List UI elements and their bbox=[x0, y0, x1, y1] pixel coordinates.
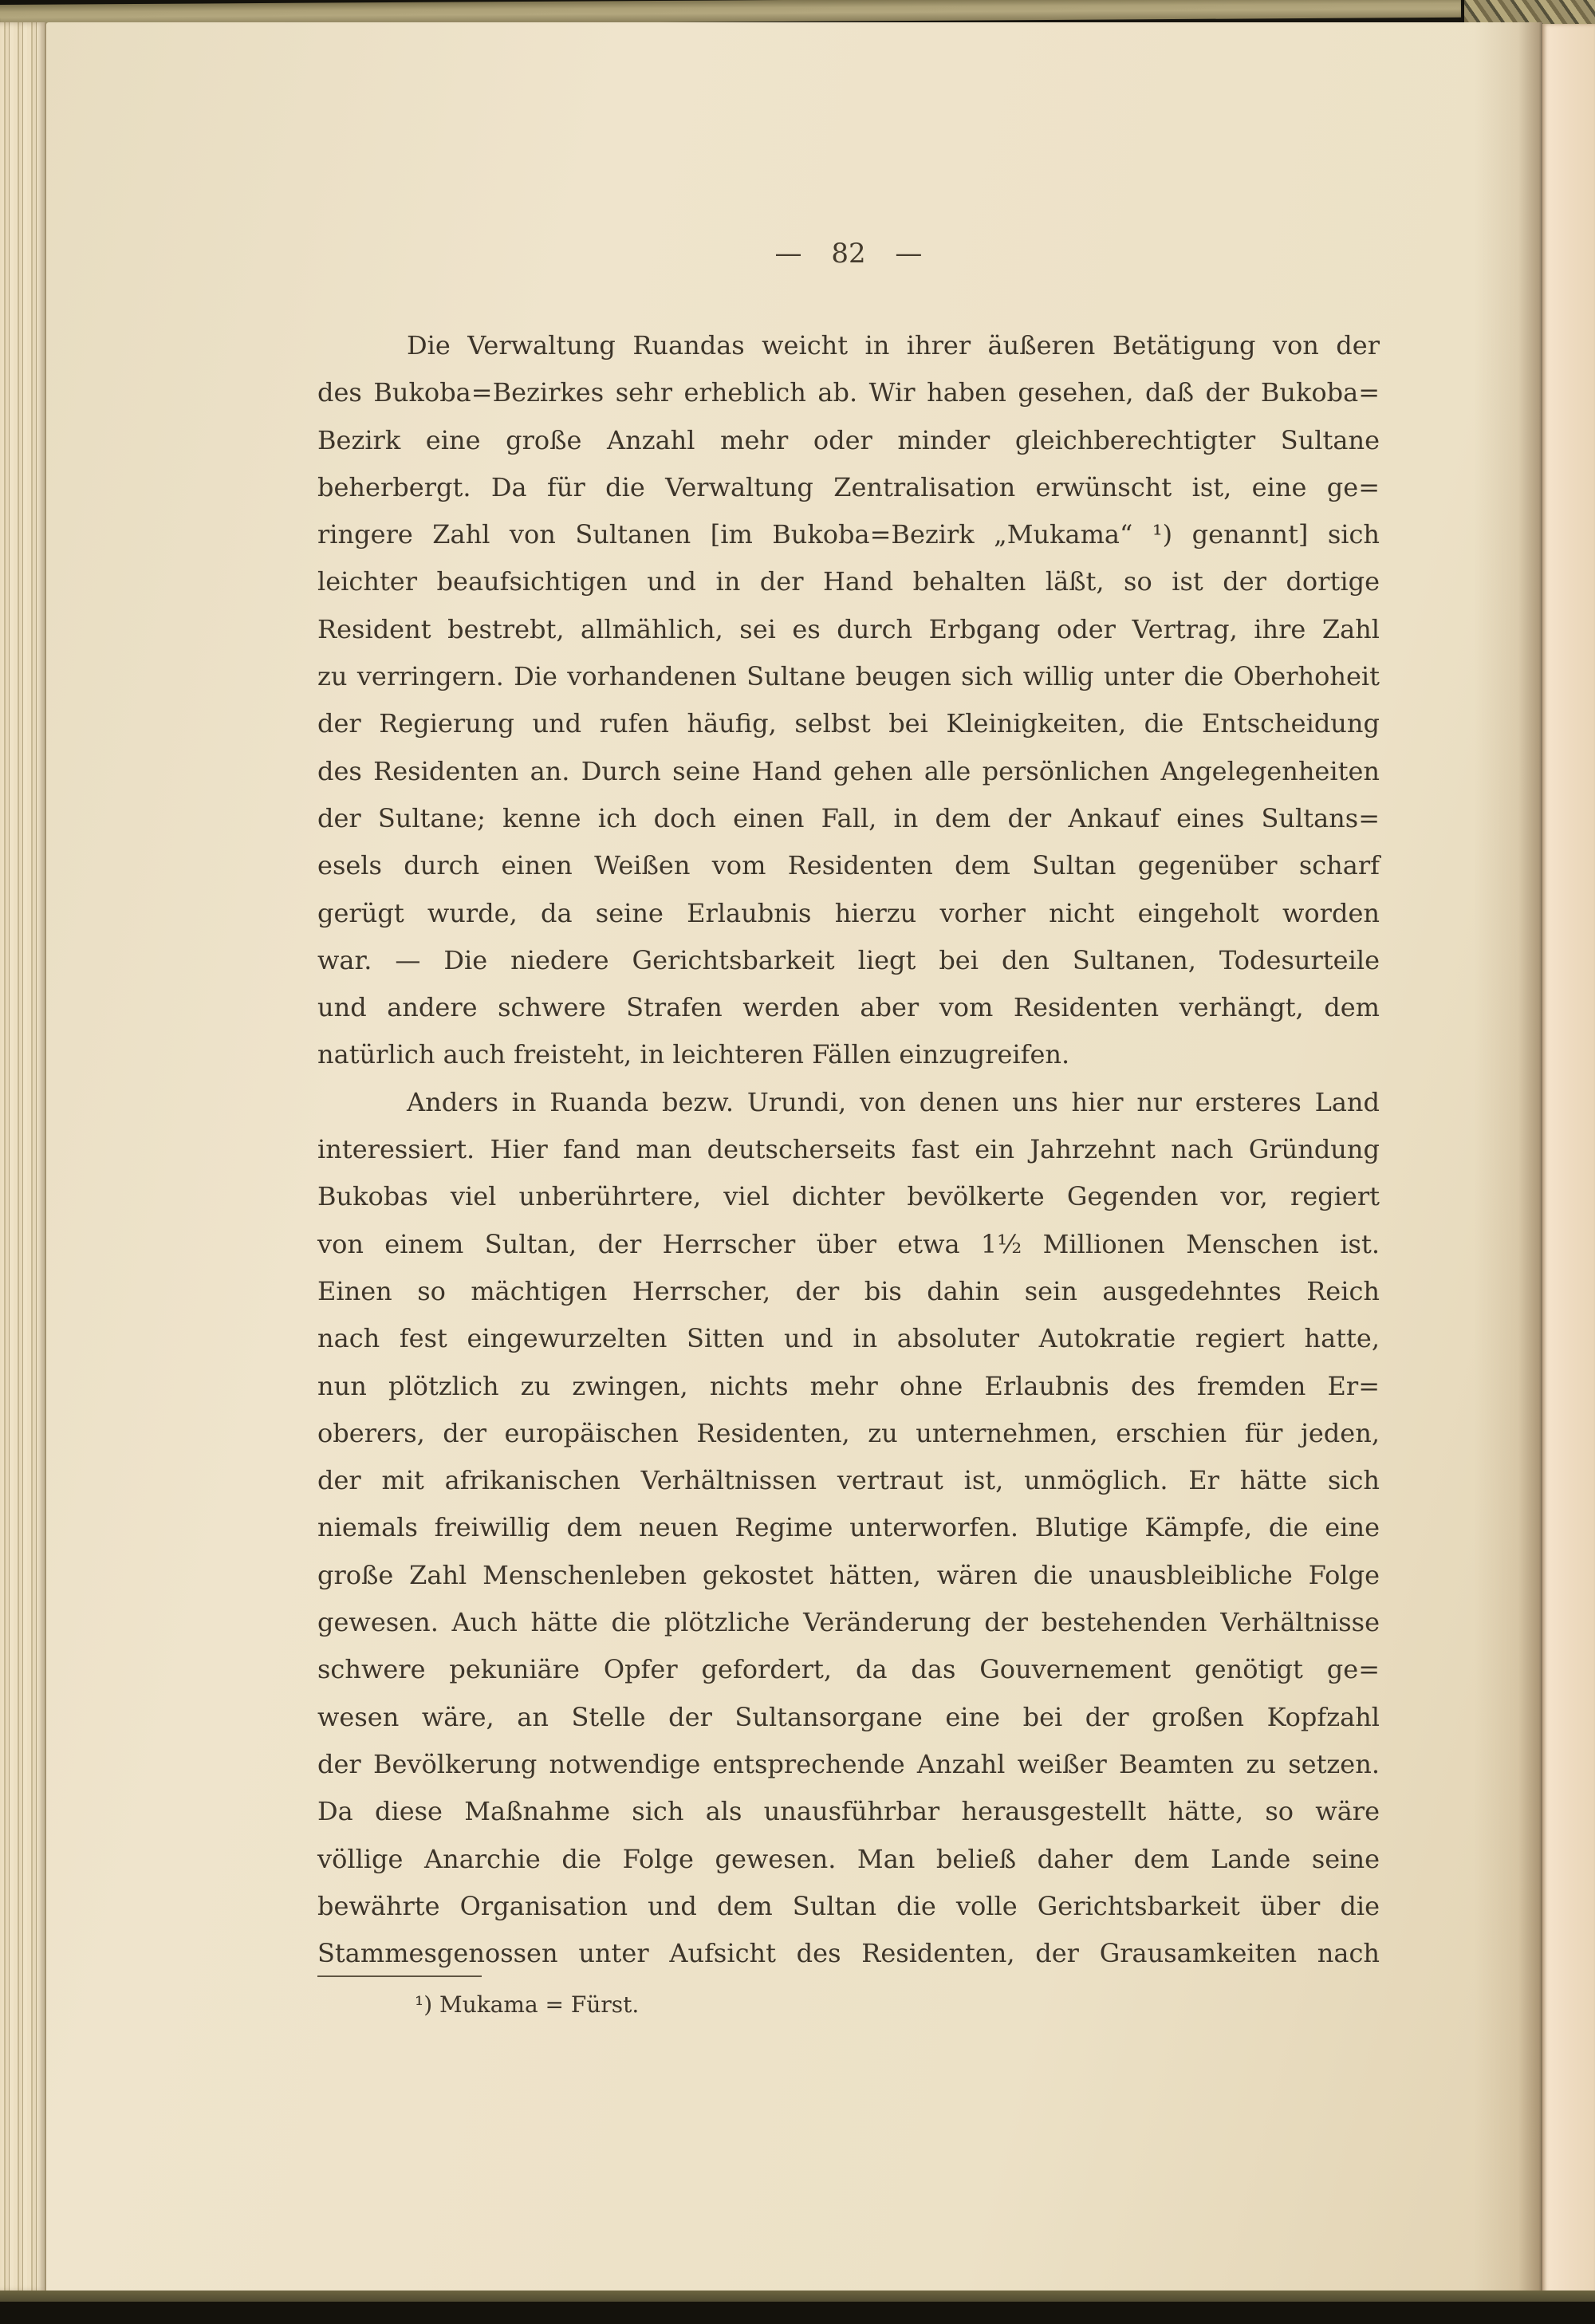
text-line: oberers, der europäischen Residenten, zu unternehmen, erschien für jeden, bbox=[317, 1417, 1380, 1448]
text-line: nun plötzlich zu zwingen, nichts mehr ohne Erlaubnis des fremden Er= bbox=[317, 1370, 1380, 1401]
text-line: gewesen. Auch hätte die plötzliche Veränderung der bestehenden Verhältnisse bbox=[317, 1607, 1380, 1638]
text-line: beherbergt. Da für die Verwaltung Zentralisation erwünscht ist, eine ge= bbox=[317, 471, 1380, 502]
body-text bbox=[317, 322, 1380, 1977]
text-line: Da diese Maßnahme sich als unausführbar herausgestellt hätte, so wäre bbox=[317, 1796, 1380, 1827]
text-line: der mit afrikanischen Verhältnissen vertraut ist, unmöglich. Er hätte sich bbox=[317, 1465, 1380, 1496]
text-line: war. — Die niedere Gerichtsbarkeit liegt bei den Sultanen, Todesurteile bbox=[317, 944, 1380, 975]
text-line: der Sultane; kenne ich doch einen Fall, in dem der Ankauf eines Sultans= bbox=[317, 802, 1380, 833]
text-line: von einem Sultan, der Herrscher über etwa 1½ Millionen Menschen ist. bbox=[317, 1228, 1380, 1259]
paragraph bbox=[317, 1079, 1380, 1978]
text-line: zu verringern. Die vorhandenen Sultane beugen sich willig unter die Oberhoheit bbox=[317, 661, 1380, 692]
text-line: Stammesgenossen unter Aufsicht des Residenten, der Grausamkeiten nach bbox=[317, 1938, 1380, 1969]
text-line: leichter beaufsichtigen und in der Hand behalten läßt, so ist der dortige bbox=[317, 566, 1380, 597]
footnote-rule bbox=[317, 1975, 482, 1977]
text-line: wesen wäre, an Stelle der Sultansorgane eine bei der großen Kopfzahl bbox=[317, 1701, 1380, 1732]
page-number: — 82 — bbox=[774, 238, 923, 270]
text-line: nach fest eingewurzelten Sitten und in absoluter Autokratie regiert hatte, bbox=[317, 1323, 1380, 1354]
footnote: ¹) Mukama = Fürst. bbox=[415, 1991, 640, 2018]
adjacent-page bbox=[1542, 24, 1595, 2295]
text-line: interessiert. Hier fand man deutscherseits fast ein Jahrzehnt nach Gründung bbox=[317, 1134, 1380, 1165]
text-line: Anders in Ruanda bezw. Urundi, von denen uns hier nur ersteres Land bbox=[407, 1086, 1380, 1117]
text-line: Bukobas viel unberührtere, viel dichter bevölkerte Gegenden vor, regiert bbox=[317, 1181, 1380, 1212]
text-line: Resident bestrebt, allmählich, sei es durch Erbgang oder Vertrag, ihre Zahl bbox=[317, 613, 1380, 644]
text-line: gerügt wurde, da seine Erlaubnis hierzu vorher nicht eingeholt worden bbox=[317, 897, 1380, 928]
page-edge-stack bbox=[0, 22, 46, 2292]
text-line: und andere schwere Strafen werden aber vom Residenten verhängt, dem bbox=[317, 992, 1380, 1023]
text-line: des Bukoba=Bezirkes sehr erheblich ab. Wir haben gesehen, daß der Bukoba= bbox=[317, 377, 1380, 408]
text-line: niemals freiwillig dem neuen Regime unterworfen. Blutige Kämpfe, die eine bbox=[317, 1512, 1380, 1543]
text-line: der Regierung und rufen häufig, selbst bei Kleinigkeiten, die Entscheidung bbox=[317, 708, 1380, 739]
text-line: schwere pekuniäre Opfer gefordert, da das Gouvernement genötigt ge= bbox=[317, 1654, 1380, 1685]
text-line: bewährte Organisation und dem Sultan die volle Gerichtsbarkeit über die bbox=[317, 1890, 1380, 1921]
text-line: Einen so mächtigen Herrscher, der bis dahin sein ausgedehntes Reich bbox=[317, 1275, 1380, 1306]
text-line: große Zahl Menschenleben gekostet hätten, wären die unausbleibliche Folge bbox=[317, 1559, 1380, 1590]
text-line: natürlich auch freisteht, in leichteren Fällen einzugreifen. bbox=[317, 1039, 1070, 1070]
text-line: des Residenten an. Durch seine Hand gehen alle persönlichen Angelegenheiten bbox=[317, 755, 1380, 786]
text-line: ringere Zahl von Sultanen [im Bukoba=Bezirk „Mukama“ ¹) genannt] sich bbox=[317, 519, 1380, 550]
text-line: der Bevölkerung notwendige entsprechende Anzahl weißer Beamten zu setzen. bbox=[317, 1748, 1380, 1779]
page-gutter-shadow bbox=[1474, 22, 1542, 2295]
text-line: Bezirk eine große Anzahl mehr oder minder gleichberechtigter Sultane bbox=[317, 424, 1380, 455]
text-line: völlige Anarchie die Folge gewesen. Man beließ daher dem Lande seine bbox=[317, 1843, 1380, 1874]
text-line: Die Verwaltung Ruandas weicht in ihrer äußeren Betätigung von der bbox=[407, 330, 1380, 360]
paragraph bbox=[317, 322, 1380, 1079]
text-line: esels durch einen Weißen vom Residenten dem Sultan gegenüber scharf bbox=[317, 850, 1380, 881]
scan-background-bottom bbox=[0, 2302, 1595, 2324]
